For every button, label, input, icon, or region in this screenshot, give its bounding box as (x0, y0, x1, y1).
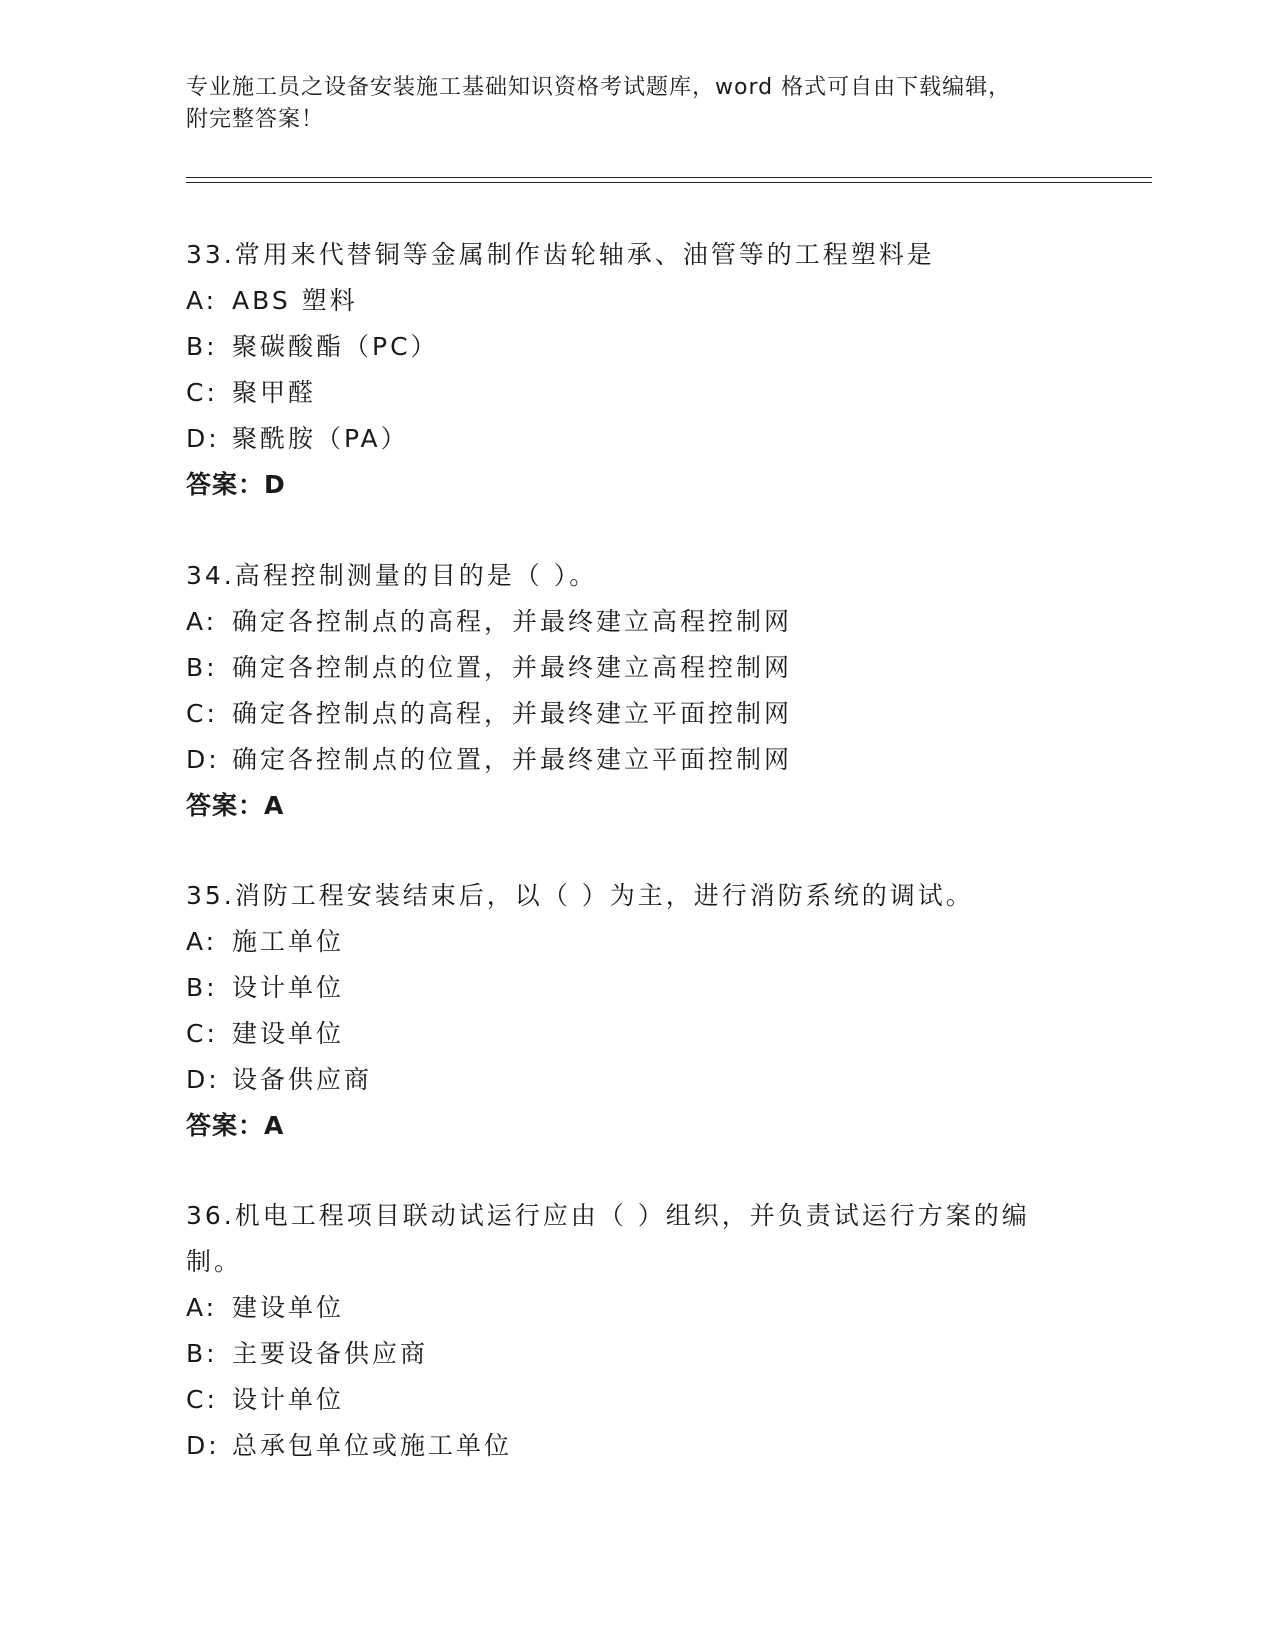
option-letter: D: (186, 1431, 220, 1460)
option-d (186, 1423, 1086, 1469)
option-text: 聚碳酸酯（PC） (232, 332, 439, 361)
answer-line: 答案：D (186, 470, 286, 499)
option-letter: D: (186, 1065, 220, 1094)
option-d (186, 737, 1086, 783)
option-text: 主要设备供应商 (232, 1339, 429, 1368)
option-letter: D: (186, 424, 220, 453)
question-33 (186, 232, 1086, 508)
question-34 (186, 553, 1086, 829)
option-d (186, 416, 1086, 462)
document-header (186, 72, 1066, 136)
question-36 (186, 1193, 1086, 1469)
option-text: 确定各控制点的位置，并最终建立平面控制网 (232, 745, 793, 774)
option-c (186, 1377, 1086, 1423)
option-c (186, 691, 1086, 737)
option-c (186, 1011, 1086, 1057)
option-text: ABS 塑料 (232, 286, 358, 315)
option-text: 聚甲醛 (232, 378, 317, 407)
option-text: 建设单位 (232, 1019, 345, 1048)
option-letter: C: (186, 1019, 218, 1048)
option-letter: D: (186, 745, 220, 774)
question-stem: 36.机电工程项目联动试运行应由（ ）组织，并负责试运行方案的编制。 (186, 1201, 1030, 1276)
option-text: 设备供应商 (232, 1065, 373, 1094)
option-text: 总承包单位或施工单位 (232, 1431, 513, 1460)
question-stem: 34.高程控制测量的目的是（ ）。 (186, 561, 598, 590)
header-line-1: 专业施工员之设备安装施工基础知识资格考试题库，word 格式可自由下载编辑， (186, 75, 1012, 100)
option-d (186, 1057, 1086, 1103)
option-b (186, 324, 1086, 370)
header-divider-top (186, 177, 1152, 178)
option-text: 确定各控制点的位置，并最终建立高程控制网 (232, 653, 793, 682)
option-text: 设计单位 (232, 973, 345, 1002)
option-text: 确定各控制点的高程，并最终建立高程控制网 (232, 607, 793, 636)
question-35 (186, 873, 1086, 1149)
option-a (186, 599, 1086, 645)
option-a (186, 1285, 1086, 1331)
option-text: 聚酰胺（PA） (232, 424, 409, 453)
option-letter: B: (186, 973, 218, 1002)
option-letter: A: (186, 927, 218, 956)
option-letter: A: (186, 1293, 218, 1322)
option-c (186, 370, 1086, 416)
option-letter: A: (186, 286, 218, 315)
option-b (186, 1331, 1086, 1377)
option-text: 施工单位 (232, 927, 345, 956)
option-text: 建设单位 (232, 1293, 345, 1322)
question-stem: 33.常用来代替铜等金属制作齿轮轴承、油管等的工程塑料是 (186, 240, 935, 269)
option-text: 设计单位 (232, 1385, 345, 1414)
header-divider-bottom (186, 182, 1152, 183)
header-line-2: 附完整答案！ (186, 107, 325, 132)
option-text: 确定各控制点的高程，并最终建立平面控制网 (232, 699, 793, 728)
option-b (186, 645, 1086, 691)
option-b (186, 965, 1086, 1011)
option-letter: B: (186, 653, 218, 682)
option-letter: C: (186, 378, 218, 407)
question-stem: 35.消防工程安装结束后，以（ ）为主，进行消防系统的调试。 (186, 881, 974, 910)
option-letter: A: (186, 607, 218, 636)
answer-line: 答案：A (186, 791, 285, 820)
option-a (186, 278, 1086, 324)
answer-line: 答案：A (186, 1111, 285, 1140)
option-a (186, 919, 1086, 965)
option-letter: B: (186, 1339, 218, 1368)
option-letter: C: (186, 699, 218, 728)
option-letter: C: (186, 1385, 218, 1414)
option-letter: B: (186, 332, 218, 361)
